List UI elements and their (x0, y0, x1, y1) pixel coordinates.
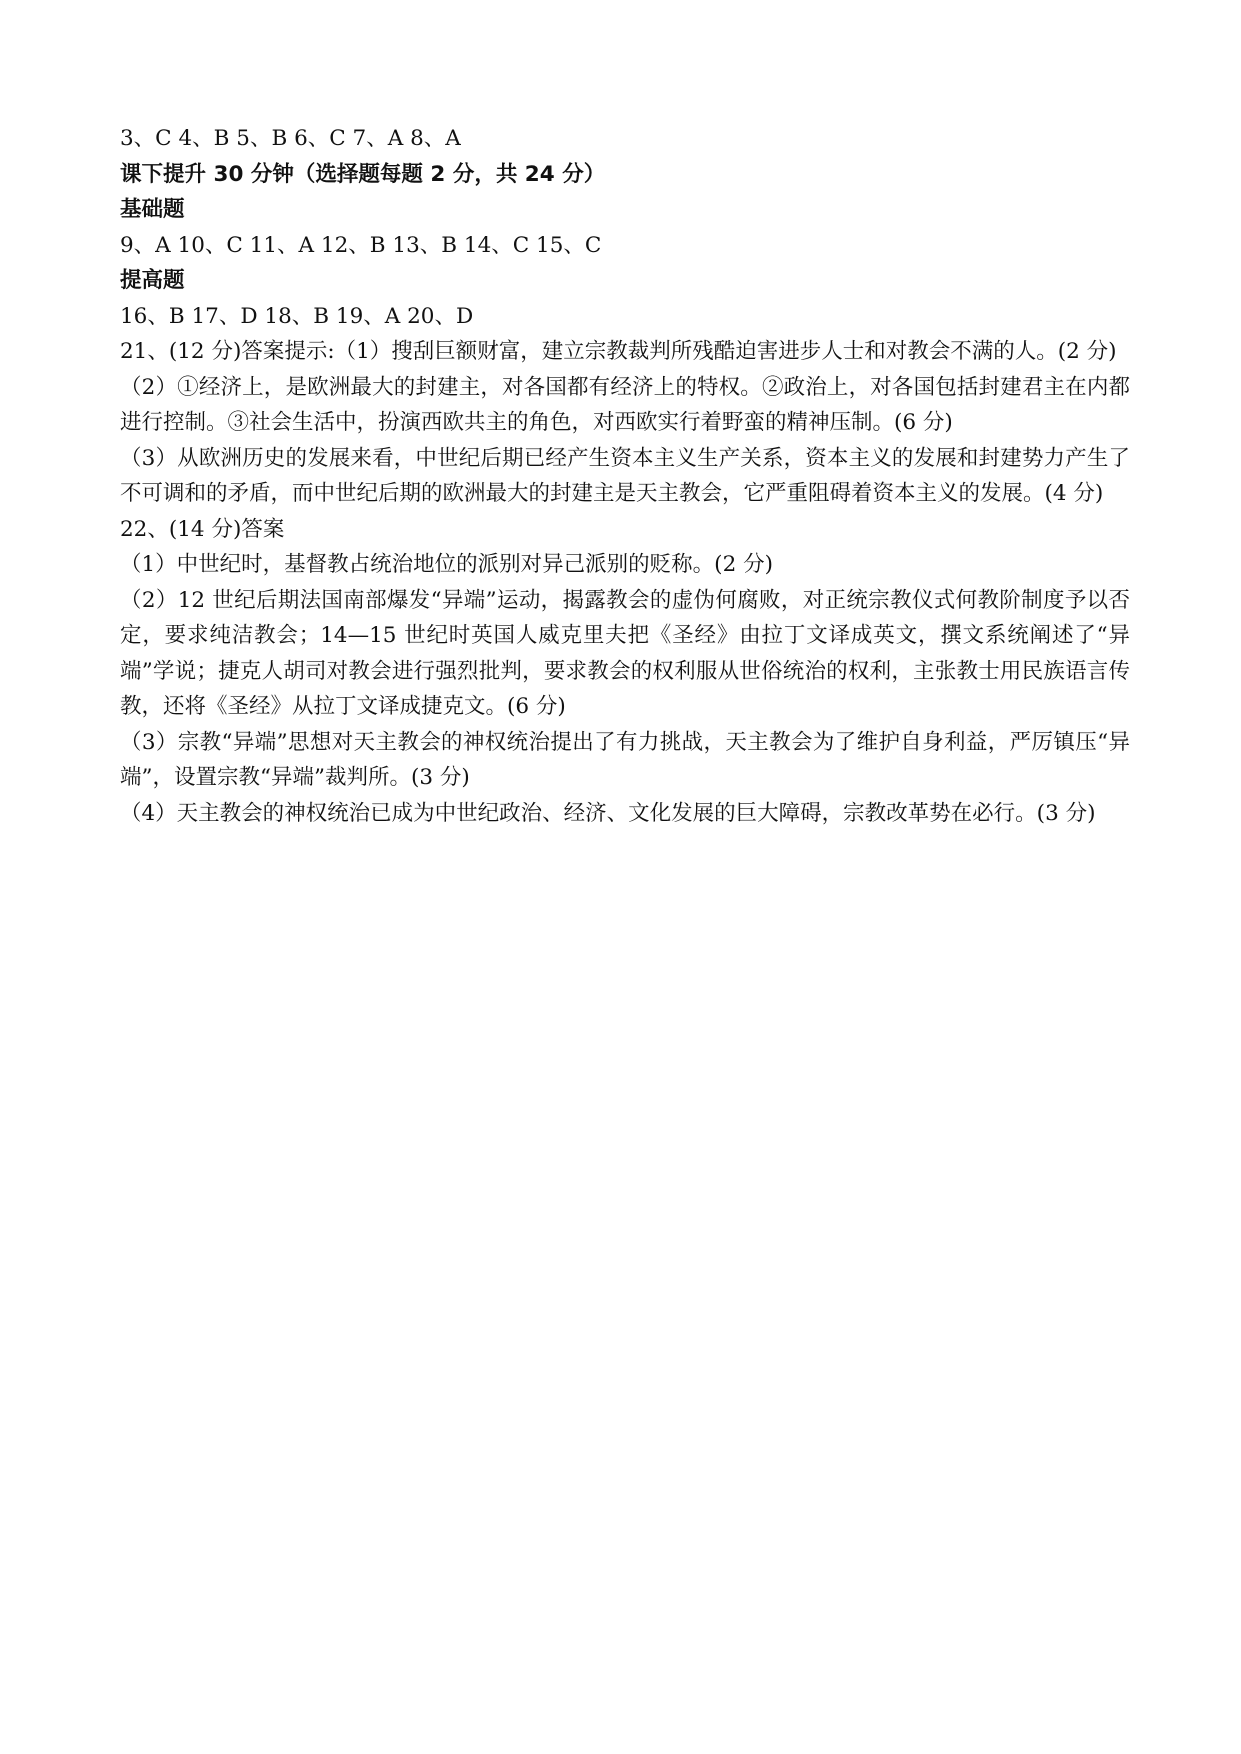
section-heading-basic: 基础题 (120, 197, 185, 222)
question-22-part-2: （2）12 世纪后期法国南部爆发“异端”运动，揭露教会的虚伪何腐败，对正统宗教仪式何教阶制度予以否定，要求纯洁教会；14—15 世纪时英国人威克里夫把《圣经》由拉丁文译成英文，撰文系统阐述了“异端”学说；捷克人胡司对教会进行强烈批判，要求教会的权利服从世俗统治的权利，主张教士用民族语言传教，还将《圣经》从拉丁文译成捷克文。(6 分) (120, 587, 1130, 719)
section-heading-advanced: 提高题 (120, 268, 185, 293)
question-21-part-2: （2）①经济上，是欧洲最大的封建主，对各国都有经济上的特权。②政治上，对各国包括封建君主在内都进行控制。③社会生活中，扮演西欧共主的角色，对西欧实行着野蛮的精神压制。(6 分) (120, 374, 1130, 435)
section-heading-after-class: 课下提升 30 分钟（选择题每题 2 分，共 24 分） (120, 161, 606, 187)
answer-line-9-15: 9、A 10、C 11、A 12、B 13、B 14、C 15、C (120, 232, 602, 258)
answer-line-16-20: 16、B 17、D 18、B 19、A 20、D (120, 303, 474, 329)
document-body (120, 121, 1130, 831)
question-22-part-4: （4）天主教会的神权统治已成为中世纪政治、经济、文化发展的巨大障碍，宗教改革势在必行。(3 分) (120, 800, 1096, 826)
question-22-part-3: （3）宗教“异端”思想对天主教会的神权统治提出了有力挑战，天主教会为了维护自身利益，严厉镇压“异端”，设置宗教“异端”裁判所。(3 分) (120, 729, 1130, 790)
question-22-part-1: （1）中世纪时，基督教占统治地位的派别对异己派别的贬称。(2 分) (120, 552, 773, 577)
question-21-part-1: 21、(12 分)答案提示:（1）搜刮巨额财富，建立宗教裁判所残酷迫害进步人士和对教会不满的人。(2 分) (120, 339, 1117, 364)
answer-line-3-8: 3、C 4、B 5、B 6、C 7、A 8、A (120, 126, 461, 151)
question-22-heading: 22、(14 分)答案 (120, 516, 285, 542)
question-21-part-3: （3）从欧洲历史的发展来看，中世纪后期已经产生资本主义生产关系，资本主义的发展和封建势力产生了不可调和的矛盾，而中世纪后期的欧洲最大的封建主是天主教会，它严重阻碍着资本主义的发展。(4 分) (120, 445, 1130, 506)
